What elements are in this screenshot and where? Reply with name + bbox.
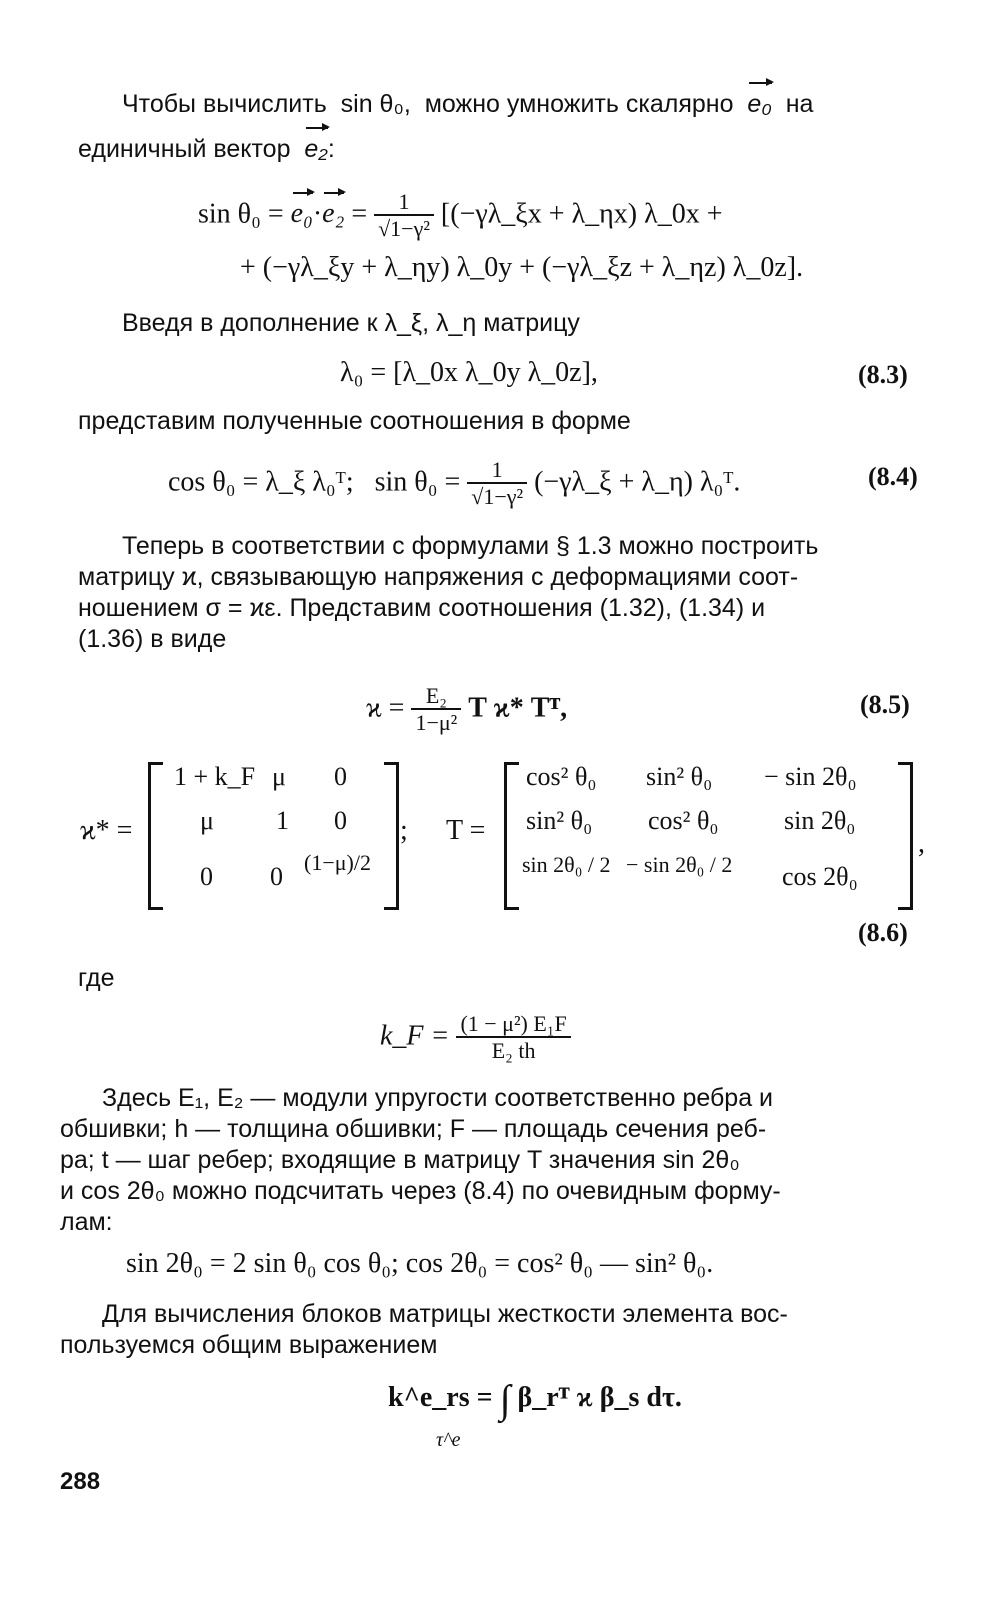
kappa-cell-0-2: 0 [334, 762, 347, 791]
vector-e2: e₂ [322, 198, 345, 230]
vector-e0: e₀ [747, 90, 772, 118]
T-cell-0-0: cos² θ₀ [526, 762, 597, 791]
formula-part: T ϰ* Tᵀ, [468, 692, 568, 724]
para5-line4: и cos 2θ₀ можно подсчитать через (8.4) по очевидным форму- [60, 1177, 781, 1205]
formula-lhs: sin θ₀ = [198, 198, 284, 230]
matrix-bracket-left [504, 762, 519, 910]
fraction-denominator: E₂ th [456, 1036, 570, 1064]
eq-8-3-formula: λ₀ = [λ_0x λ_0y λ_0z], [340, 357, 598, 388]
fraction [411, 684, 461, 736]
eq-8-6-kappa-lhs: ϰ* = [80, 815, 133, 846]
integral-limit: τ^e [436, 1429, 461, 1451]
T-cell-0-2: − sin 2θ₀ [764, 762, 857, 791]
fraction-denominator: 1−μ² [411, 708, 461, 736]
T-cell-1-1: cos² θ₀ [648, 806, 719, 835]
formula-part: sin θ₀ = [374, 466, 461, 498]
fraction [467, 458, 527, 510]
matrix-bracket-right [898, 762, 913, 910]
formula-lhs: k^e_rs = [388, 1382, 493, 1413]
formula-lhs: ϰ = [366, 692, 405, 724]
matrix-bracket-right [384, 762, 399, 910]
kappa-cell-0-1: μ [272, 762, 286, 791]
kappa-cell-2-2: (1−μ)/2 [304, 850, 371, 875]
fraction [456, 1012, 570, 1064]
T-cell-1-0: sin² θ₀ [526, 806, 593, 835]
T-cell-0-1: sin² θ₀ [646, 762, 713, 791]
fraction-numerator: E₂ [425, 683, 447, 708]
eq-8-5-number: (8.5) [860, 690, 910, 719]
para1-line2 [78, 133, 335, 165]
para3: представим полученные соотношения в форме [78, 407, 631, 435]
para6-line1: Для вычисления блоков матрицы жесткости элемента вос- [102, 1300, 788, 1328]
vector-e2: e₂ [304, 135, 328, 163]
text-fragment: : [327, 135, 335, 163]
kappa-cell-0-0: 1 + k_F [174, 762, 256, 791]
formula-lhs: k_F = [380, 1020, 450, 1052]
where-label: где [78, 964, 115, 992]
formula-sin-line2 [240, 252, 803, 284]
kappa-cell-1-2: 0 [334, 806, 347, 835]
T-cell-1-2: sin 2θ₀ [784, 806, 856, 835]
kappa-cell-1-0: μ [200, 806, 214, 835]
T-cell-2-2: cos 2θ₀ [782, 862, 858, 891]
text-fragment: единичный вектор [78, 135, 291, 163]
para5-line3: ра; t — шаг ребер; входящие в матрицу T значения sin 2θ₀ [60, 1146, 740, 1174]
kF-formula [380, 1012, 571, 1064]
T-cell-2-1: − sin 2θ₀ / 2 [626, 852, 733, 877]
eq-8-6-separator: ; [400, 815, 408, 846]
fraction-numerator: 1 [491, 457, 503, 482]
stiffness-formula [388, 1376, 682, 1422]
eq-8-6-T-lhs: T = [446, 815, 486, 846]
para4-line3: ношением σ = ϰε. Представим соотношения (1.32), (1.34) и [78, 594, 766, 622]
fraction [374, 190, 434, 242]
formula-part: cos θ₀ = λ_ξ λ₀ᵀ; [168, 466, 354, 498]
T-cell-2-0: sin 2θ₀ / 2 [522, 852, 611, 877]
fraction-numerator: 1 [398, 189, 410, 214]
eq-8-4-formula [168, 458, 740, 510]
vector-e0: e₀ [290, 198, 313, 230]
kappa-cell-2-0: 0 [200, 862, 213, 891]
para6-line2: пользуемся общим выражением [60, 1331, 438, 1359]
eq-8-3-number: (8.3) [858, 360, 908, 389]
eq-8-5-formula [366, 684, 567, 736]
para4-line1: Теперь в соответствии с формулами § 1.3 можно построить [122, 532, 819, 560]
para1-line1 [122, 88, 813, 120]
fraction-denominator: √1−γ² [467, 482, 527, 510]
para5-line1: Здесь E₁, E₂ — модули упругости соответственно ребра и [102, 1084, 774, 1112]
formula-part: β_rᵀ ϰ β_s dτ. [517, 1382, 682, 1413]
matrix-bracket-left [148, 762, 163, 910]
double-angle-formula: sin 2θ₀ = 2 sin θ₀ cos θ₀; cos 2θ₀ = cos² θ₀ — sin² θ₀. [126, 1248, 714, 1279]
text-fragment: sin θ₀, [340, 90, 411, 118]
para4-line4: (1.36) в виде [78, 625, 227, 653]
formula-sin-line1: sin θ₀ = e₀·e₂ = $\frac{1}{\text{√1−γ²}}$ [(−γλ_ξx + λ_ηx) λ_0x + [198, 189, 723, 241]
para2: Введя в дополнение к λ_ξ, λ_η матрицу [122, 309, 580, 337]
para5-line5: лам: [60, 1208, 113, 1236]
eq-8-6-tail: , [918, 828, 925, 859]
text-fragment: на [785, 90, 814, 118]
kappa-cell-2-1: 0 [270, 862, 283, 891]
kappa-cell-1-1: 1 [276, 806, 289, 835]
fraction-denominator: √1−γ² [374, 214, 434, 242]
formula-part: + (−γλ_ξy + λ_ηy) λ_0y + (−γλ_ξz + λ_ηz) λ_0z]. [240, 252, 804, 283]
formula-part: [(−γλ_ξx + λ_ηx) λ_0x + [440, 198, 723, 230]
integral-sign: ∫ [499, 1376, 511, 1422]
eq-8-4-number: (8.4) [868, 462, 918, 491]
text-fragment: Чтобы вычислить [122, 90, 327, 118]
para4-line2: матрицу ϰ, связывающую напряжения с деформациями соот- [78, 563, 799, 591]
formula-part: (−γλ_ξ + λ_η) λ₀ᵀ. [534, 466, 741, 498]
text-fragment: можно умножить скалярно [424, 90, 734, 118]
para5-line2: обшивки; h — толщина обшивки; F — площадь сечения реб- [60, 1115, 767, 1143]
page-number: 288 [60, 1468, 101, 1495]
eq-8-6-number: (8.6) [858, 918, 908, 947]
fraction-numerator: (1 − μ²) E₁F [460, 1011, 567, 1036]
